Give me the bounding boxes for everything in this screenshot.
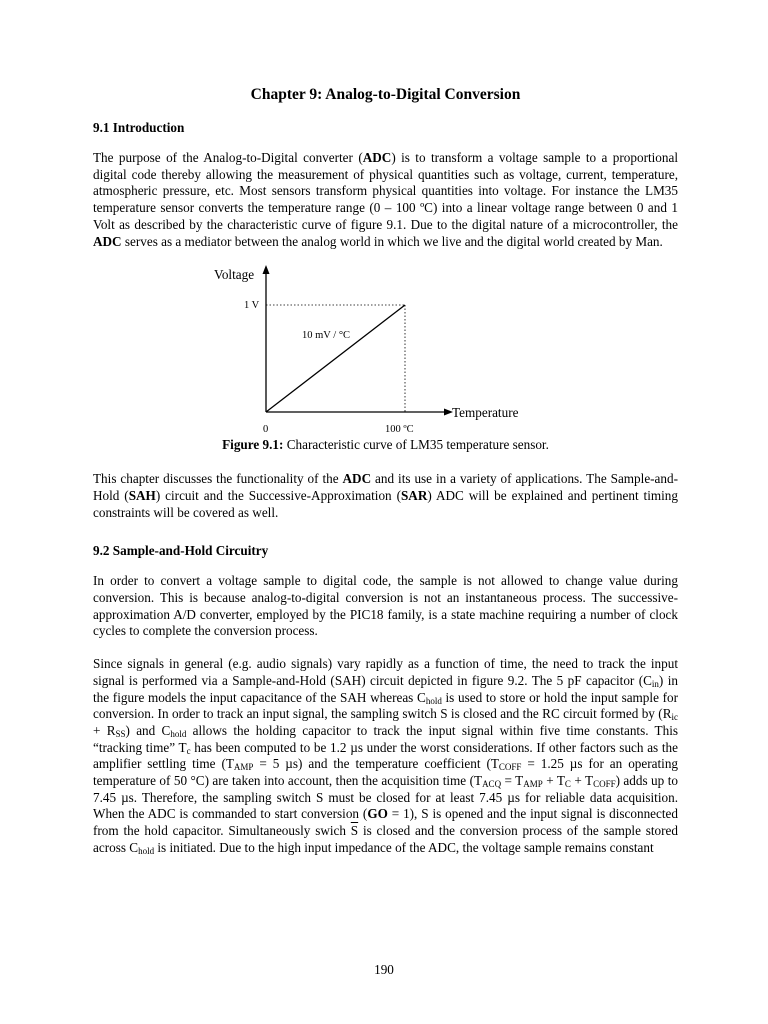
figure-caption: Figure 9.1: Characteristic curve of LM35 temperature sensor. bbox=[222, 437, 549, 453]
x-tick-100: 100 ºC bbox=[385, 424, 414, 436]
y-axis-label: Voltage bbox=[214, 267, 255, 283]
intro-paragraph: The purpose of the Analog-to-Digital converter (ADC) is to transform a voltage sample to a proportional digital code thereby allowing the measurement of physical quantities such as voltage, current, temperature, atmospheric pressure, etc. Most sensors transform physical quantities into voltage. For instance the LM35 temperature sensor converts the temperature range (0 – 100 ºC) into a linear voltage range between 0 and 1 Volt as described by the characteristic curve of figure 9.1. Due to the digital nature of a microcontroller, the ADC serves as a mediator between the analog world in which we live and the digital world created by Man. bbox=[93, 150, 678, 249]
y-tick-1v: 1 V bbox=[244, 300, 260, 312]
section-heading-sample-and-hold: 9.2 Sample-and-Hold Circuitry bbox=[93, 543, 269, 559]
slope-label: 10 mV / °C bbox=[302, 330, 351, 342]
x-axis-label: Temperature bbox=[452, 405, 519, 421]
x-tick-0: 0 bbox=[263, 424, 269, 436]
document-page bbox=[93, 86, 678, 873]
section-heading-introduction: 9.1 Introduction bbox=[93, 120, 185, 135]
y-axis-arrow bbox=[263, 265, 270, 274]
characteristic-line bbox=[266, 305, 405, 412]
sah-paragraph-1: In order to convert a voltage sample to digital code, the sample is not allowed to change value during conversion. This is because analog-to-digital conversion is not an instantaneous process. The successive-approximation A/D converter, employed by the PIC18 family, is a state machine requiring a number of clock cycles to complete the conversion process. bbox=[93, 573, 678, 639]
lm35-chart bbox=[93, 262, 678, 437]
chapter-overview-paragraph: This chapter discusses the functionality of the ADC and its use in a variety of applications. The Sample-and-Hold (SAH) circuit and the Successive-Approximation (SAR) ADC will be explained and pertinent timing constraints will be covered as well. bbox=[93, 471, 678, 520]
figure-9-1 bbox=[93, 262, 678, 437]
chapter-title: Chapter 9: Analog-to-Digital Conversion bbox=[250, 86, 521, 103]
sah-paragraph-2: Since signals in general (e.g. audio signals) vary rapidly as a function of time, the need to track the input signal is performed via a Sample-and-Hold (SAH) circuit depicted in figure 9.2. The 5 pF capacitor $(C_{in})$ in the figure models the input capacitance of the SAH whereas $C_{hold}$ is used to store or hold the input sample for conversion. In order to track an input signal, the sampling switch S is closed and the RC circuit formed by $(R_{ic} + R_{SS})$ and $C_{hold}$ allows the holding capacitor to track the input signal within five time constants. This “tracking time” $T_c$ has been computed to be 1.2 µs under the worst considerations. If other factors such as the amplifier settling time ($T_{AMP} = 5$ µs) and the temperature coefficient ($T_{COFF} = 1.25$ µs for an operating temperature of 50 °C) are taken into account, then the acquisition time $(T_{ACQ} = T_{AMP} + T_C + T_{COFF})$ adds up to 7.45 µs. Therefore, the sampling switch S must be closed for at least 7.45 µs for reliable data acquisition. When the ADC is commanded to start conversion (GO = 1), S is opened and the input signal is disconnected from the hold capacitor. Simultaneously swich $\overline{S}$ is closed and the conversion process of the sample stored across $C_{hold}$ is initiated. Due to the high input impedance of the ADC, the voltage sample remains constant bbox=[93, 656, 679, 856]
page-number: 190 bbox=[374, 962, 394, 977]
